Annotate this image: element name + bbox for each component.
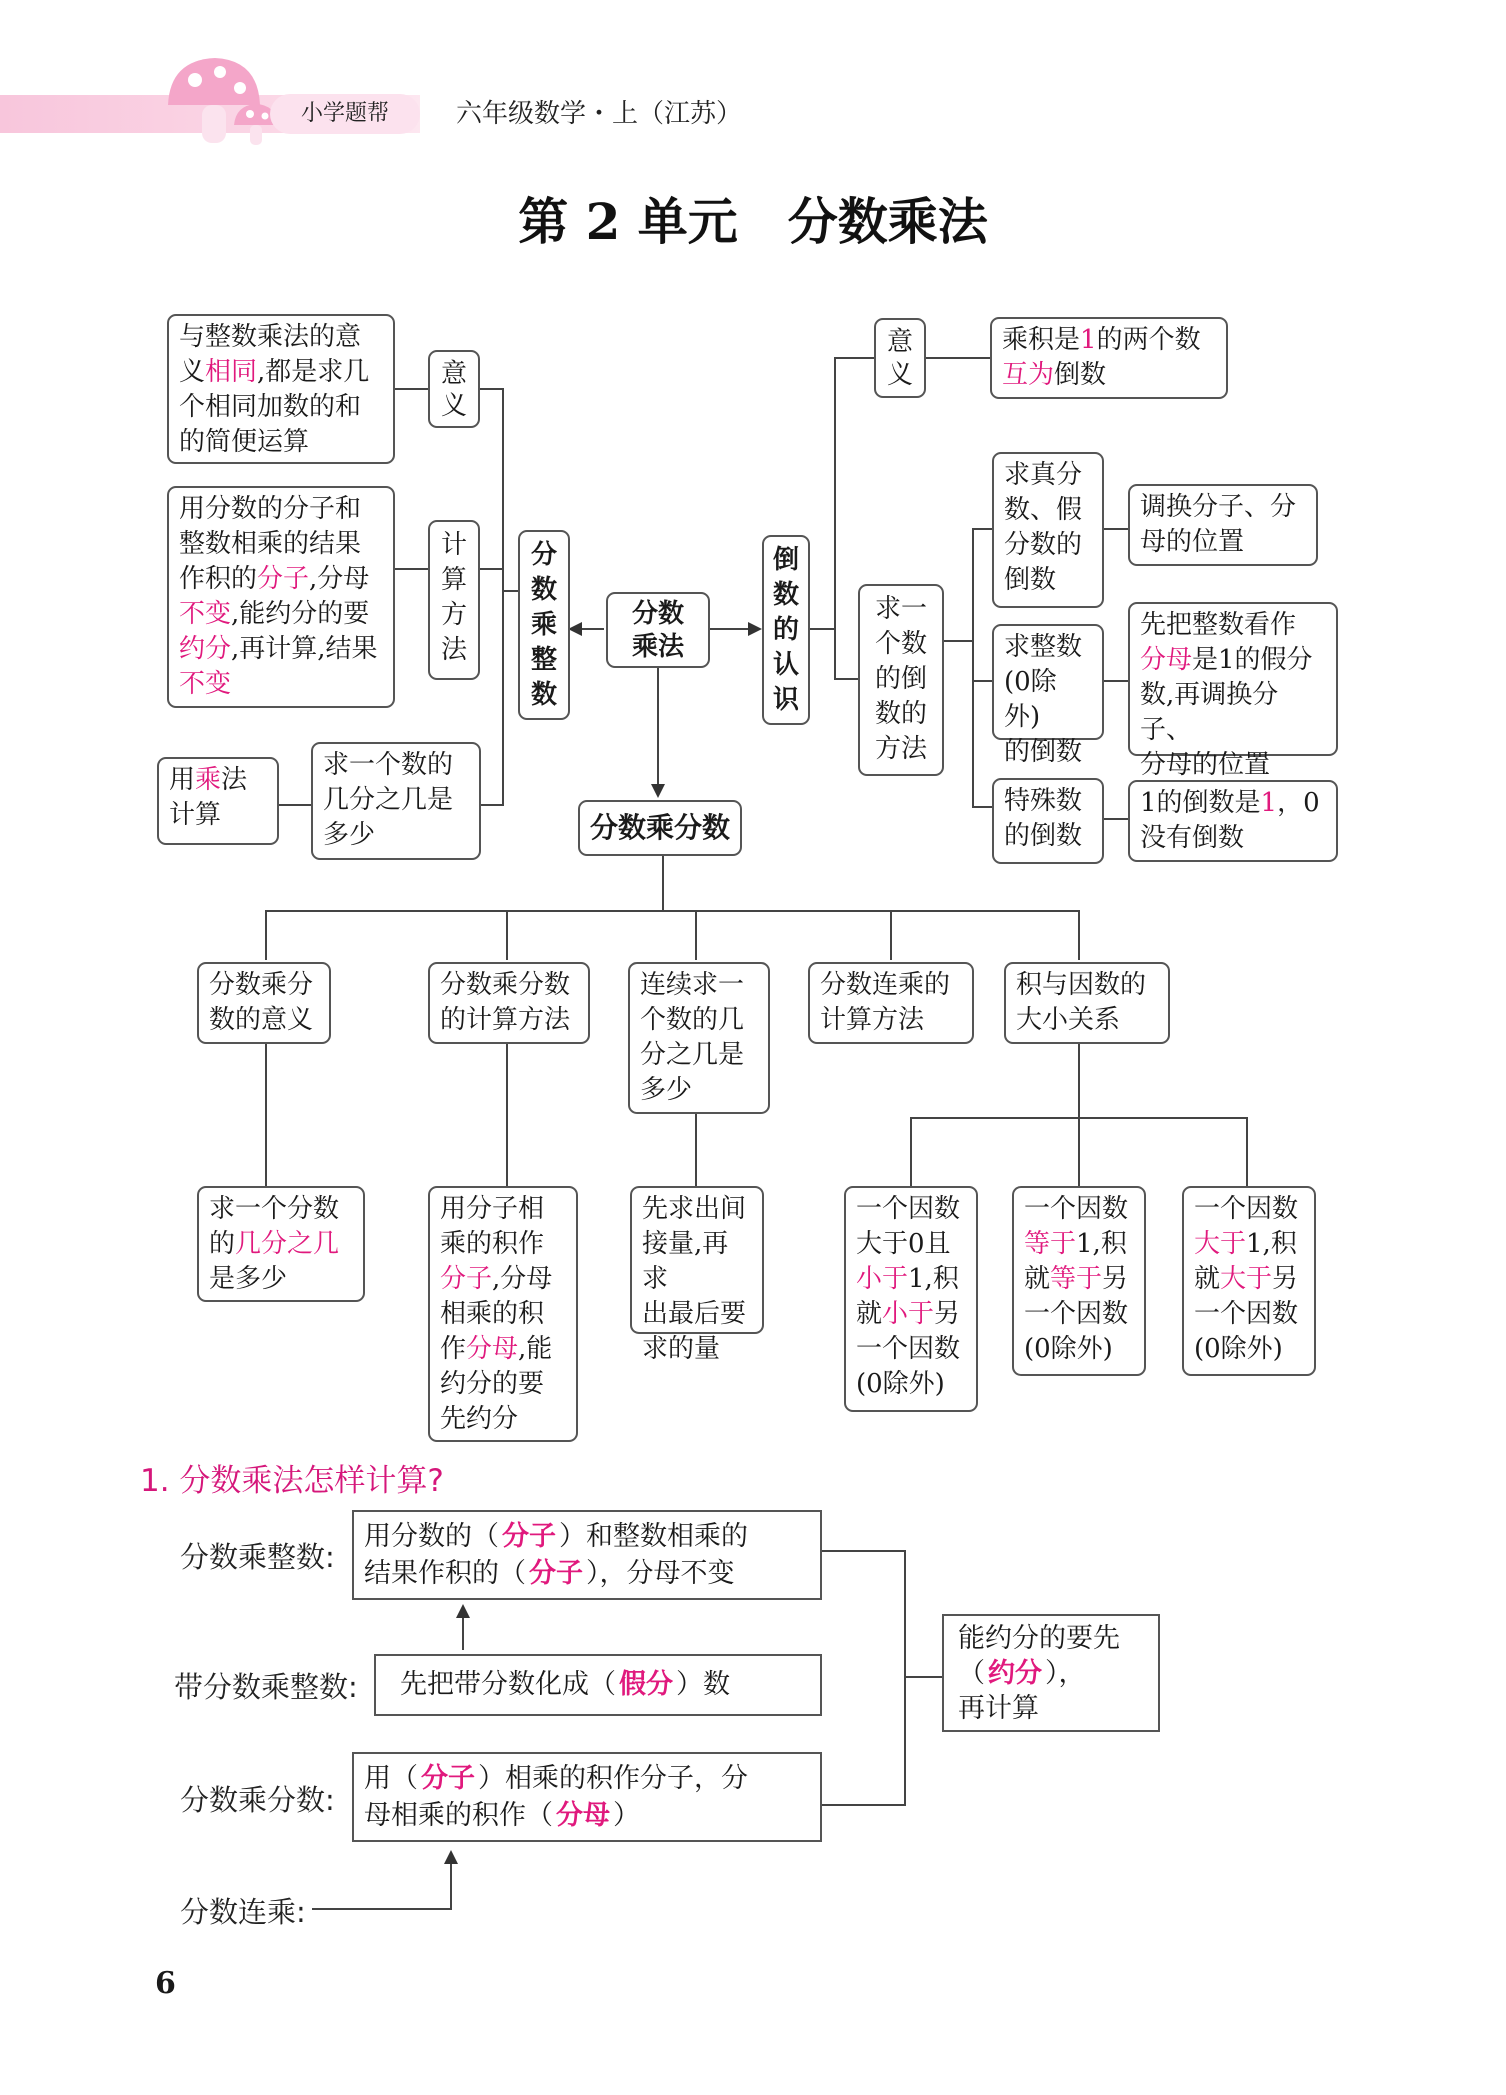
row3-box: 用（ 分子 ）相乘的积作分子，分 母相乘的积作（ 分母 ） (352, 1752, 822, 1842)
row3-label: 分数乘分数: (180, 1783, 335, 1817)
left-branch-label: 分 数 乘 整 数 (518, 530, 570, 720)
header-title: 六年级数学・上（江苏） (456, 99, 743, 129)
b3-text: 先求出间 接量,再求 出最后要 求的量 (630, 1186, 764, 1334)
r1-text: 一个因数 大于0且 小于1,积 就小于另 一个因数 (0除外) (844, 1186, 978, 1412)
r2-text: 一个因数 等于1,积 就等于另 一个因数 (0除外) (1012, 1186, 1146, 1376)
bottom-branch-label: 分数乘分数 (578, 800, 742, 856)
row2-box: 先把带分数化成（ 假分 ）数 (374, 1654, 822, 1716)
right-method-label: 求一 个数 的倒 数的 方法 (858, 584, 944, 776)
row2-label: 带分数乘整数: (174, 1670, 358, 1704)
unit-title: 第 2 单元 分数乘法 (518, 192, 988, 251)
row1-label: 分数乘整数: (180, 1540, 335, 1574)
right-m3-text: 1的倒数是1，0 没有倒数 (1128, 780, 1338, 862)
right-m3-label: 特殊数 的倒数 (992, 778, 1104, 864)
b1-label: 分数乘分 数的意义 (197, 962, 331, 1044)
right-m1-text: 调换分子、分 母的位置 (1128, 484, 1318, 566)
right-branch-label: 倒 数 的 认 识 (762, 535, 810, 725)
page-number: 6 (155, 1966, 176, 2001)
right-m2-label: 求整数 (0除外) 的倒数 (992, 624, 1104, 740)
left-cheng-text: 用乘法 计算 (157, 757, 279, 845)
right-yiyi-label: 意 义 (874, 318, 926, 398)
side-box: 能约分的要先 （ 约分 ）， 再计算 (942, 1614, 1160, 1732)
right-yiyi-text: 乘积是1的两个数 互为倒数 (990, 317, 1228, 399)
b3-label: 连续求一 个数的几 分之几是 多少 (628, 962, 770, 1114)
right-m2-text: 先把整数看作 分母是1的假分 数,再调换分子、 分母的位置 (1128, 602, 1338, 756)
row1-box: 用分数的（ 分子 ）和整数相乘的 结果作积的（ 分子 ），分母不变 (352, 1510, 822, 1600)
left-jisuan-label: 计 算 方 法 (428, 520, 480, 680)
question-title: 1. 分数乘法怎样计算? (140, 1463, 444, 1499)
r3-text: 一个因数 大于1,积 就大于另 一个因数 (0除外) (1182, 1186, 1316, 1376)
b2-text: 用分子相 乘的积作 分子,分母 相乘的积 作分母,能 约分的要 先约分 (428, 1186, 578, 1442)
center-label: 分数 乘法 (606, 592, 710, 668)
b4-label: 分数连乘的 计算方法 (808, 962, 974, 1044)
b5-label: 积与因数的 大小关系 (1004, 962, 1170, 1044)
mushroom-icon (160, 50, 285, 150)
row4-label: 分数连乘: (180, 1895, 306, 1929)
header-tag: 小学题帮 (270, 94, 420, 134)
right-m1-label: 求真分 数、假 分数的 倒数 (992, 452, 1104, 608)
b1-text: 求一个分数 的几分之几 是多少 (197, 1186, 365, 1302)
left-jisuan-text: 用分数的分子和 整数相乘的结果 作积的分子,分母 不变,能约分的要 约分,再计算,结果 不变 (167, 486, 395, 708)
left-yiyi-text: 与整数乘法的意 义相同,都是求几 个相同加数的和 的简便运算 (167, 314, 395, 464)
left-yiyi-label: 意义 (428, 350, 480, 428)
b2-label: 分数乘分数 的计算方法 (428, 962, 590, 1044)
left-qiu-label: 求一个数的 几分之几是 多少 (311, 742, 481, 860)
